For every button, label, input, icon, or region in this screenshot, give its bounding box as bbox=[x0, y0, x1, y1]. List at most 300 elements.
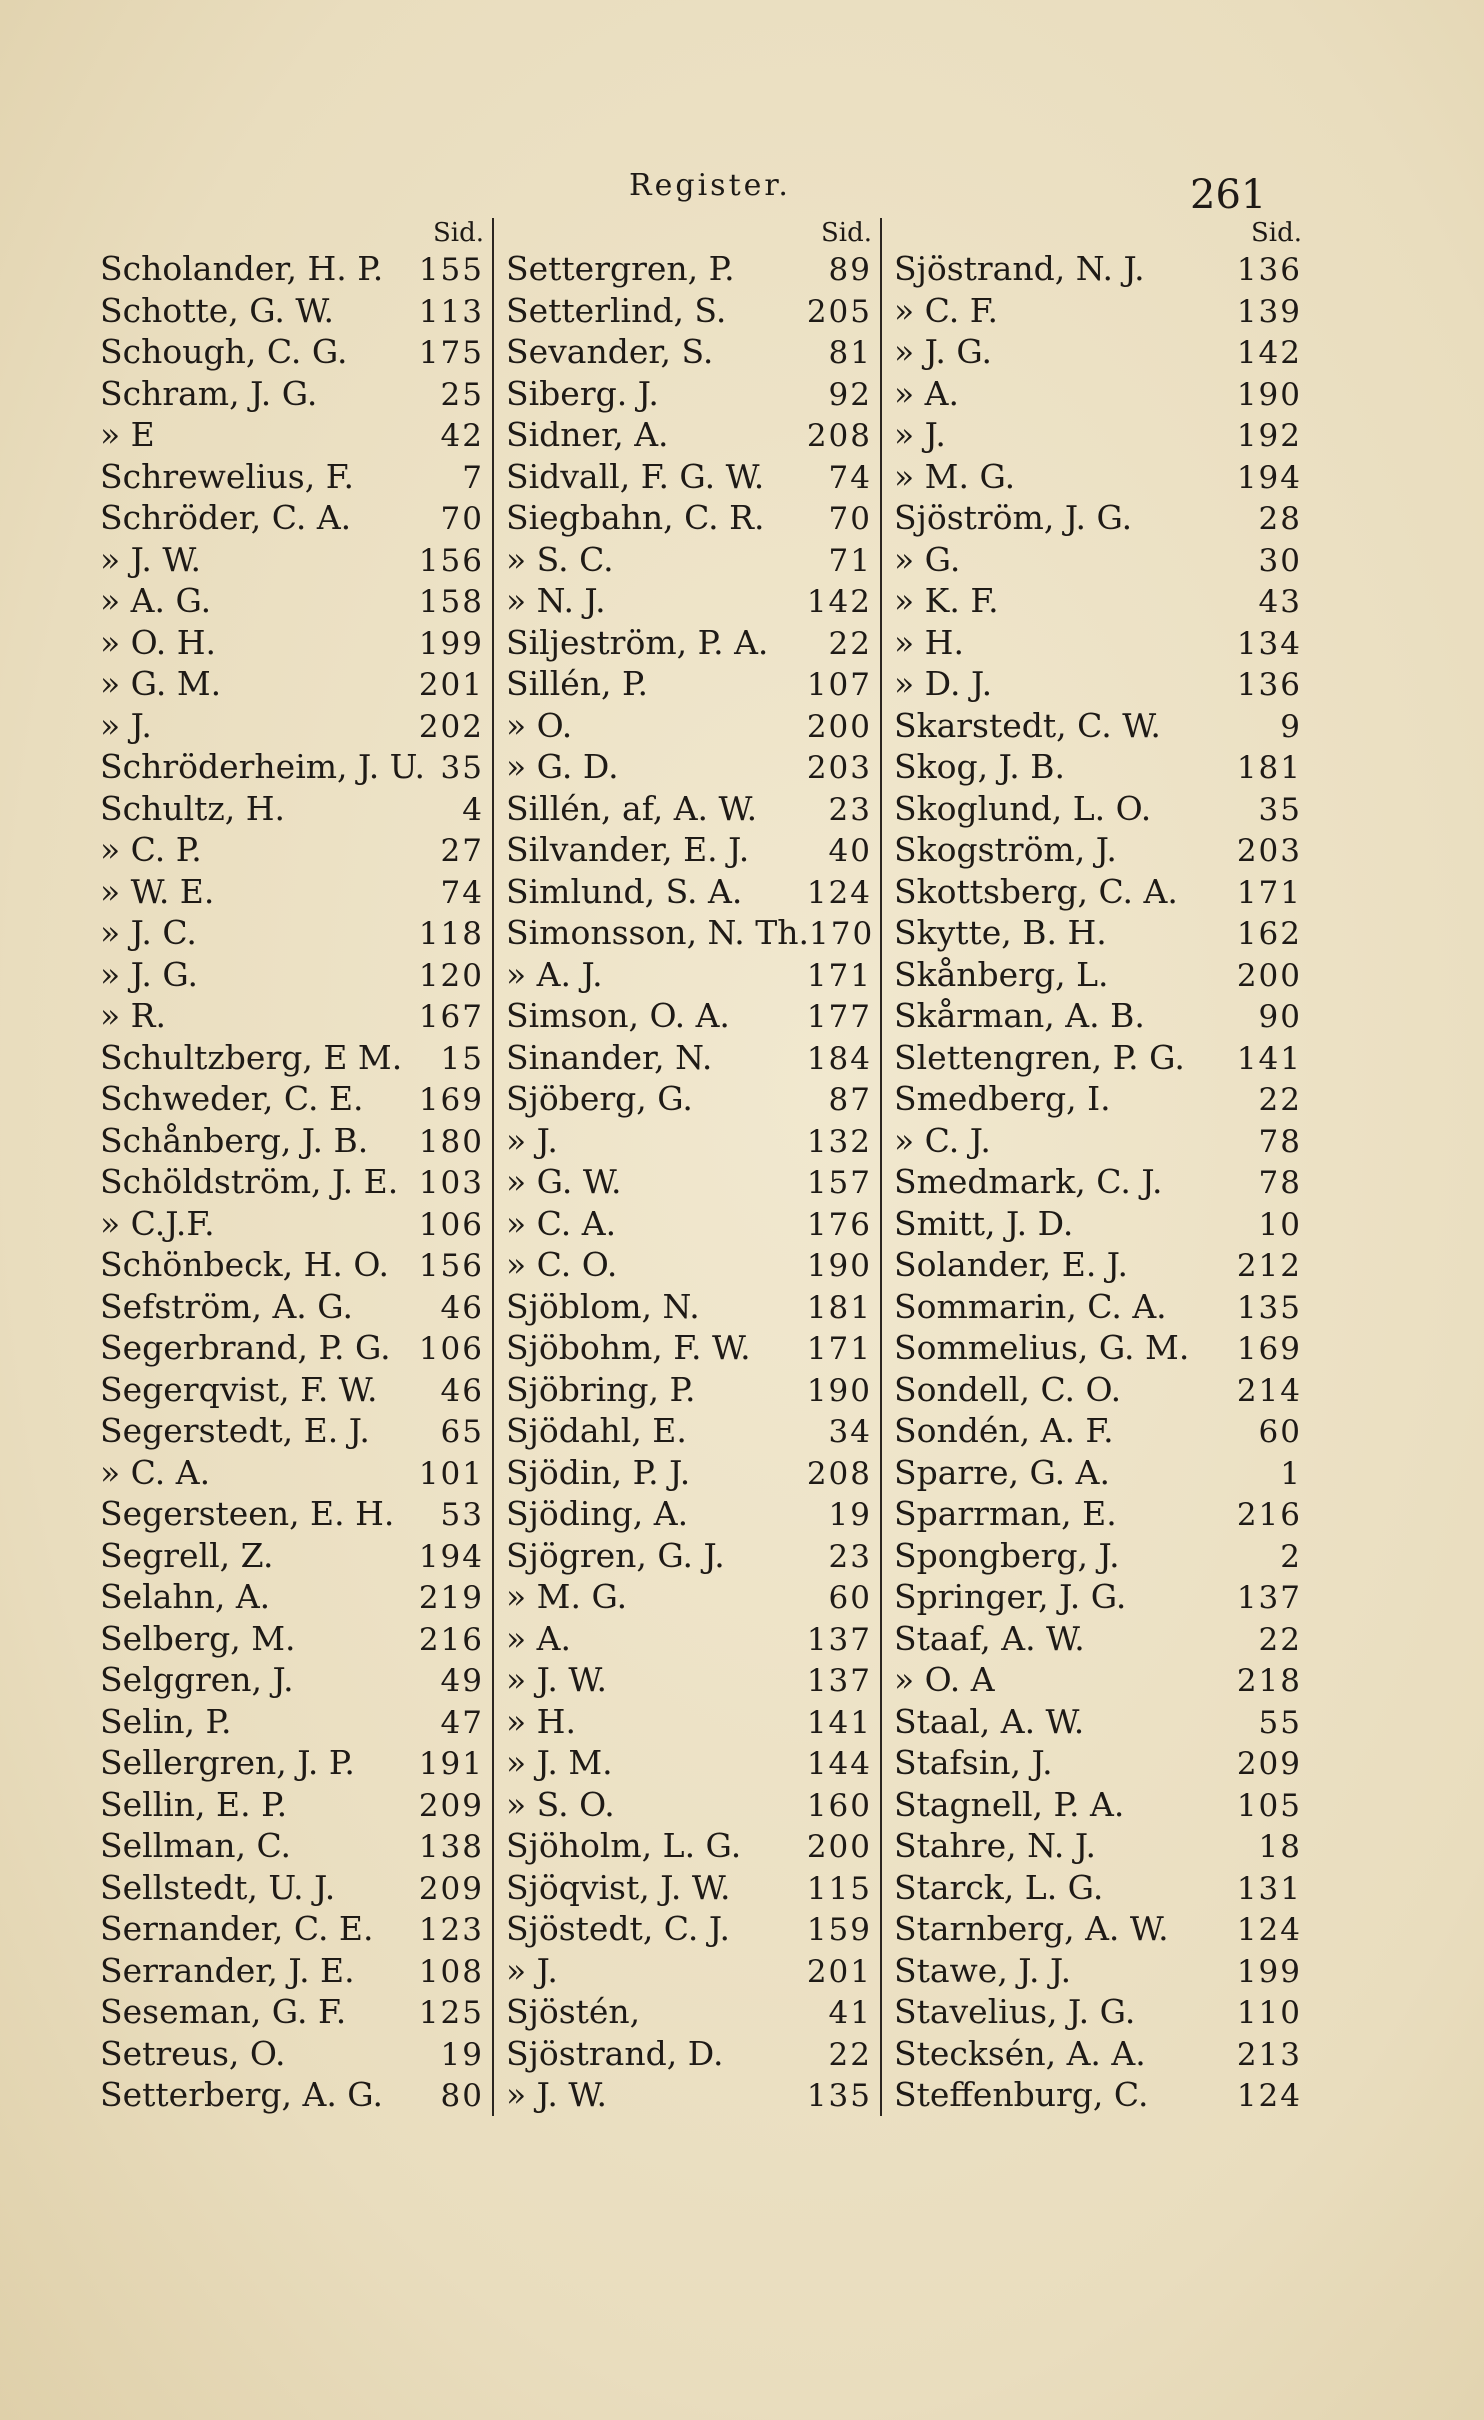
entry-page: 78 bbox=[1258, 1165, 1302, 1201]
entry-page: 190 bbox=[1236, 376, 1302, 413]
entry-name: » G. D. bbox=[506, 747, 619, 786]
index-entry bbox=[100, 1369, 492, 1411]
entry-name: Stafsin, J. bbox=[894, 1743, 1053, 1782]
entry-page: 35 bbox=[440, 750, 484, 786]
index-entry bbox=[492, 1618, 880, 1660]
entry-page: 135 bbox=[806, 2078, 872, 2114]
entry-name: » J. G. bbox=[894, 332, 993, 371]
entry-name: » J. C. bbox=[100, 913, 197, 952]
index-entry bbox=[492, 331, 880, 373]
index-entry bbox=[492, 1535, 880, 1577]
entry-name: » A. J. bbox=[506, 954, 603, 994]
entry-page: 123 bbox=[418, 1912, 484, 1948]
entry-page: 156 bbox=[418, 542, 484, 579]
entry-page: 175 bbox=[418, 335, 484, 371]
index-entry bbox=[880, 1991, 1310, 2033]
sid-label: Sid. bbox=[432, 218, 484, 248]
index-entry bbox=[880, 1950, 1310, 1992]
index-entry bbox=[492, 1825, 880, 1867]
page-title: Register. bbox=[629, 168, 791, 203]
entry-page: 144 bbox=[806, 1746, 872, 1782]
index-entry bbox=[100, 497, 492, 539]
index-entry bbox=[492, 1410, 880, 1452]
entry-page: 70 bbox=[440, 501, 484, 537]
index-entry bbox=[880, 1120, 1310, 1162]
entry-page: 2 bbox=[1280, 1538, 1302, 1575]
entry-name: » C. J. bbox=[894, 1120, 991, 1160]
index-entry bbox=[100, 746, 492, 788]
index-entry bbox=[492, 414, 880, 456]
index-entry bbox=[492, 290, 880, 332]
entry-name: » A. bbox=[894, 373, 960, 413]
entry-name: Selahn, A. bbox=[100, 1577, 271, 1616]
entry-page: 125 bbox=[418, 1995, 484, 2031]
entry-name: Silvander, E. J. bbox=[506, 830, 750, 869]
index-entry bbox=[492, 1244, 880, 1286]
index-entry bbox=[880, 2033, 1310, 2075]
index-entry bbox=[880, 1493, 1310, 1535]
entry-name: Schöldström, J. E. bbox=[100, 1162, 399, 1201]
entry-page: 200 bbox=[1236, 957, 1302, 994]
entry-page: 107 bbox=[806, 667, 872, 703]
entry-name: » M. G. bbox=[506, 1577, 628, 1616]
index-entry bbox=[100, 1410, 492, 1452]
entry-page: 192 bbox=[1236, 418, 1302, 454]
entry-page: 78 bbox=[1258, 1123, 1302, 1160]
entry-name: » E bbox=[100, 415, 155, 454]
entry-name: Sommelius, G. M. bbox=[894, 1328, 1190, 1367]
entry-name: » H. bbox=[894, 622, 964, 662]
index-entry bbox=[880, 497, 1310, 539]
entry-page: 74 bbox=[440, 874, 484, 911]
index-entry bbox=[492, 1701, 880, 1743]
entry-name: Sjöström, J. G. bbox=[894, 498, 1133, 537]
entry-name: Skogström, J. bbox=[894, 830, 1117, 869]
entry-page: 22 bbox=[1258, 1082, 1302, 1118]
index-entry bbox=[492, 497, 880, 539]
entry-page: 203 bbox=[806, 750, 872, 786]
index-entry bbox=[880, 1203, 1310, 1245]
entry-name: » C.J.F. bbox=[100, 1203, 215, 1243]
entry-page: 53 bbox=[440, 1497, 484, 1533]
entry-page: 169 bbox=[1236, 1331, 1302, 1367]
entry-page: 22 bbox=[828, 625, 872, 662]
entry-page: 136 bbox=[1236, 667, 1302, 703]
index-entry bbox=[492, 456, 880, 498]
index-entry bbox=[492, 1493, 880, 1535]
entry-page: 71 bbox=[828, 542, 872, 579]
entry-name: Sellergren, J. P. bbox=[100, 1743, 355, 1782]
index-entry bbox=[100, 1825, 492, 1867]
index-entry bbox=[100, 456, 492, 498]
entry-page: 181 bbox=[1236, 750, 1302, 786]
entry-name: Scholander, H. P. bbox=[100, 249, 384, 288]
index-entry bbox=[100, 539, 492, 581]
index-entry bbox=[492, 1120, 880, 1162]
entry-page: 141 bbox=[1236, 1040, 1302, 1077]
index-entry bbox=[100, 1244, 492, 1286]
entry-page: 137 bbox=[806, 1621, 872, 1658]
index-entry bbox=[880, 1369, 1310, 1411]
entry-page: 27 bbox=[440, 833, 484, 869]
entry-page: 89 bbox=[828, 252, 872, 288]
entry-name: Sjödahl, E. bbox=[506, 1411, 687, 1450]
entry-name: Segerqvist, F. W. bbox=[100, 1369, 378, 1409]
entry-name: » C. A. bbox=[506, 1203, 617, 1243]
entry-page: 124 bbox=[806, 874, 872, 911]
index-entry bbox=[492, 1908, 880, 1950]
entry-page: 124 bbox=[1236, 2078, 1302, 2114]
entry-name: Stavelius, J. G. bbox=[894, 1992, 1136, 2031]
index-entry bbox=[492, 995, 880, 1037]
entry-page: 218 bbox=[1236, 1663, 1302, 1699]
index-entry bbox=[492, 1369, 880, 1411]
entry-name: Sillén, P. bbox=[506, 664, 649, 703]
entry-page: 46 bbox=[440, 1372, 484, 1409]
entry-page: 194 bbox=[418, 1538, 484, 1575]
index-entry bbox=[880, 1742, 1310, 1784]
entry-name: Starck, L. G. bbox=[894, 1867, 1104, 1907]
entry-name: Sjöstrand, D. bbox=[506, 2033, 724, 2073]
index-entry bbox=[100, 1908, 492, 1950]
index-entry bbox=[492, 1784, 880, 1826]
entry-name: Spongberg, J. bbox=[894, 1535, 1120, 1575]
entry-page: 176 bbox=[806, 1206, 872, 1243]
entry-page: 118 bbox=[418, 916, 484, 952]
index-entry bbox=[492, 705, 880, 747]
entry-name: Sjöbring, P. bbox=[506, 1369, 696, 1409]
entry-page: 139 bbox=[1236, 293, 1302, 330]
entry-page: 22 bbox=[828, 2036, 872, 2073]
entry-page: 43 bbox=[1258, 584, 1302, 620]
index-entry bbox=[492, 746, 880, 788]
index-entry bbox=[100, 912, 492, 954]
entry-name: Sellin, E. P. bbox=[100, 1784, 288, 1824]
index-entry bbox=[492, 1037, 880, 1079]
entry-page: 194 bbox=[1236, 459, 1302, 496]
entry-name: » S. O. bbox=[506, 1784, 615, 1824]
entry-name: Selin, P. bbox=[100, 1701, 232, 1741]
index-entry bbox=[880, 1161, 1310, 1203]
entry-name: » C. O. bbox=[506, 1245, 618, 1284]
entry-page: 74 bbox=[828, 459, 872, 496]
entry-name: Sjöding, A. bbox=[506, 1494, 689, 1533]
index-entry bbox=[880, 1037, 1310, 1079]
entry-page: 41 bbox=[828, 1995, 872, 2031]
entry-page: 23 bbox=[828, 1538, 872, 1575]
entry-page: 190 bbox=[806, 1248, 872, 1284]
entry-page: 136 bbox=[1236, 252, 1302, 288]
entry-name: Sidvall, F. G. W. bbox=[506, 456, 765, 496]
entry-page: 101 bbox=[418, 1455, 484, 1492]
index-entry bbox=[880, 871, 1310, 913]
entry-page: 110 bbox=[1236, 1995, 1302, 2031]
entry-name: » J. G. bbox=[100, 954, 199, 994]
index-entry bbox=[492, 954, 880, 996]
entry-page: 90 bbox=[1258, 999, 1302, 1035]
index-entry bbox=[880, 290, 1310, 332]
index-entry bbox=[492, 1991, 880, 2033]
entry-page: 167 bbox=[418, 999, 484, 1035]
entry-name: » G. W. bbox=[506, 1162, 622, 1201]
index-entry bbox=[100, 1659, 492, 1701]
index-entry bbox=[880, 248, 1310, 290]
entry-name: Sondell, C. O. bbox=[894, 1369, 1122, 1409]
entry-page: 34 bbox=[828, 1414, 872, 1450]
index-entry bbox=[492, 1659, 880, 1701]
entry-page: 209 bbox=[418, 1787, 484, 1824]
sid-label: Sid. bbox=[820, 218, 872, 248]
index-entry bbox=[100, 1742, 492, 1784]
index-entry bbox=[492, 2074, 880, 2116]
entry-name: Steffenburg, C. bbox=[894, 2075, 1149, 2114]
index-entry bbox=[492, 829, 880, 871]
entry-name: Smitt, J. D. bbox=[894, 1203, 1074, 1243]
index-entry bbox=[100, 1701, 492, 1743]
entry-page: 171 bbox=[806, 957, 872, 994]
entry-name: » O. H. bbox=[100, 622, 217, 662]
entry-name: » G. M. bbox=[100, 664, 222, 703]
entry-page: 15 bbox=[440, 1040, 484, 1077]
entry-page: 80 bbox=[440, 2078, 484, 2114]
entry-name: » J. W. bbox=[506, 2075, 607, 2114]
entry-name: Skoglund, L. O. bbox=[894, 788, 1152, 828]
entry-page: 103 bbox=[418, 1165, 484, 1201]
index-entry bbox=[880, 2074, 1310, 2116]
index-entry bbox=[880, 1327, 1310, 1369]
entry-page: 19 bbox=[828, 1497, 872, 1533]
index-entry bbox=[492, 2033, 880, 2075]
entry-page: 115 bbox=[806, 1870, 872, 1907]
entry-page: 30 bbox=[1258, 542, 1302, 579]
entry-page: 9 bbox=[1280, 708, 1302, 745]
index-entry bbox=[880, 373, 1310, 415]
entry-name: Stecksén, A. A. bbox=[894, 2033, 1146, 2073]
entry-page: 190 bbox=[806, 1372, 872, 1409]
entry-name: Schultz, H. bbox=[100, 788, 286, 828]
index-entry bbox=[100, 1493, 492, 1535]
entry-page: 200 bbox=[806, 1829, 872, 1865]
entry-name: Schönbeck, H. O. bbox=[100, 1245, 389, 1284]
index-entry bbox=[100, 1618, 492, 1660]
index-entry bbox=[880, 829, 1310, 871]
entry-name: » C. A. bbox=[100, 1452, 211, 1492]
index-column-1 bbox=[100, 218, 494, 2116]
index-entry bbox=[100, 1327, 492, 1369]
index-entry bbox=[100, 622, 492, 664]
index-entry bbox=[100, 331, 492, 373]
entry-page: 155 bbox=[418, 252, 484, 288]
entry-page: 184 bbox=[806, 1040, 872, 1077]
entry-page: 201 bbox=[806, 1953, 872, 1990]
entry-name: Sevander, S. bbox=[506, 332, 714, 371]
entry-page: 216 bbox=[418, 1621, 484, 1658]
entry-name: » A. G. bbox=[100, 581, 212, 620]
entry-page: 42 bbox=[440, 418, 484, 454]
entry-name: Schram, J. G. bbox=[100, 373, 318, 413]
entry-name: Segerstedt, E. J. bbox=[100, 1411, 370, 1450]
entry-page: 142 bbox=[1236, 335, 1302, 371]
entry-name: » J. bbox=[894, 415, 946, 454]
entry-page: 156 bbox=[418, 1248, 484, 1284]
entry-page: 60 bbox=[828, 1580, 872, 1616]
index-entry bbox=[880, 954, 1310, 996]
entry-name: » J. W. bbox=[506, 1660, 607, 1699]
entry-page: 216 bbox=[1236, 1497, 1302, 1533]
entry-page: 199 bbox=[418, 625, 484, 662]
index-entry bbox=[880, 1825, 1310, 1867]
entry-page: 201 bbox=[418, 667, 484, 703]
entry-name: Skårman, A. B. bbox=[894, 996, 1145, 1035]
entry-name: Simson, O. A. bbox=[506, 996, 730, 1035]
entry-name: » O. bbox=[506, 705, 573, 745]
index-entry bbox=[492, 1203, 880, 1245]
index-entry bbox=[100, 1867, 492, 1909]
entry-name: Sjöstrand, N. J. bbox=[894, 249, 1145, 288]
index-entry bbox=[880, 912, 1310, 954]
entry-name: Sjöholm, L. G. bbox=[506, 1826, 742, 1865]
entry-page: 208 bbox=[806, 1455, 872, 1492]
index-entry bbox=[100, 1950, 492, 1992]
index-entry bbox=[880, 1452, 1310, 1494]
entry-name: » J. W. bbox=[100, 539, 201, 579]
entry-page: 65 bbox=[440, 1414, 484, 1450]
entry-name: Sjögren, G. J. bbox=[506, 1535, 725, 1575]
index-entry bbox=[492, 871, 880, 913]
entry-name: Sparrman, E. bbox=[894, 1494, 1117, 1533]
entry-name: Siegbahn, C. R. bbox=[506, 498, 765, 537]
index-entry bbox=[100, 1286, 492, 1328]
entry-page: 108 bbox=[418, 1953, 484, 1990]
entry-page: 203 bbox=[1236, 833, 1302, 869]
entry-page: 171 bbox=[1236, 874, 1302, 911]
entry-page: 92 bbox=[828, 376, 872, 413]
index-entry bbox=[492, 1161, 880, 1203]
index-entry bbox=[100, 248, 492, 290]
entry-name: Schröder, C. A. bbox=[100, 498, 352, 537]
entry-name: Settergren, P. bbox=[506, 249, 735, 288]
entry-name: Sommarin, C. A. bbox=[894, 1286, 1167, 1326]
entry-name: Sidner, A. bbox=[506, 415, 669, 454]
entry-name: Schröderheim, J. U. bbox=[100, 747, 425, 786]
entry-page: 209 bbox=[418, 1870, 484, 1907]
entry-name: Setreus, O. bbox=[100, 2033, 286, 2073]
index-entry bbox=[492, 1867, 880, 1909]
index-entry bbox=[492, 622, 880, 664]
entry-name: Setterlind, S. bbox=[506, 290, 727, 330]
index-entry bbox=[100, 1784, 492, 1826]
entry-name: » H. bbox=[506, 1701, 576, 1741]
entry-page: 160 bbox=[806, 1787, 872, 1824]
entry-page: 113 bbox=[418, 293, 484, 330]
entry-page: 177 bbox=[806, 999, 872, 1035]
entry-name: Sjöstén, bbox=[506, 1992, 641, 2031]
index-entry bbox=[880, 580, 1310, 622]
entry-name: Sjöstedt, C. J. bbox=[506, 1909, 731, 1948]
entry-page: 170 bbox=[809, 916, 875, 952]
entry-name: Simlund, S. A. bbox=[506, 871, 743, 911]
entry-name: Sjöqvist, J. W. bbox=[506, 1867, 731, 1907]
entry-name: Setterberg, A. G. bbox=[100, 2075, 383, 2114]
entry-name: Schånberg, J. B. bbox=[100, 1120, 369, 1160]
index-entry bbox=[492, 1327, 880, 1369]
entry-page: 60 bbox=[1258, 1414, 1302, 1450]
index-entry bbox=[100, 995, 492, 1037]
entry-page: 19 bbox=[440, 2036, 484, 2073]
entry-page: 131 bbox=[1236, 1870, 1302, 1907]
index-entry bbox=[100, 1576, 492, 1618]
index-column-3 bbox=[880, 218, 1310, 2116]
entry-page: 157 bbox=[806, 1165, 872, 1201]
entry-name: Stahre, N. J. bbox=[894, 1826, 1096, 1865]
entry-page: 205 bbox=[806, 293, 872, 330]
entry-name: » C. P. bbox=[100, 830, 202, 869]
entry-name: Skottsberg, C. A. bbox=[894, 871, 1178, 911]
index-entry bbox=[880, 1244, 1310, 1286]
entry-page: 124 bbox=[1236, 1912, 1302, 1948]
entry-page: 141 bbox=[806, 1704, 872, 1741]
entry-name: » J. M. bbox=[506, 1743, 613, 1782]
entry-page: 132 bbox=[806, 1123, 872, 1160]
index-entry bbox=[880, 331, 1310, 373]
index-entry bbox=[492, 912, 880, 954]
entry-name: Solander, E. J. bbox=[894, 1245, 1128, 1284]
entry-page: 213 bbox=[1236, 2036, 1302, 2073]
index-entry bbox=[100, 414, 492, 456]
entry-name: Siberg. J. bbox=[506, 373, 659, 413]
index-entry bbox=[880, 1576, 1310, 1618]
entry-name: Skytte, B. H. bbox=[894, 913, 1107, 952]
index-entry bbox=[880, 414, 1310, 456]
entry-name: Staal, A. W. bbox=[894, 1701, 1085, 1741]
entry-page: 162 bbox=[1236, 916, 1302, 952]
index-entry bbox=[492, 1452, 880, 1494]
entry-name: Sondén, A. F. bbox=[894, 1411, 1114, 1450]
entry-name: » J. bbox=[506, 1950, 558, 1990]
entry-name: Smedmark, C. J. bbox=[894, 1162, 1163, 1201]
entry-name: Sjödin, P. J. bbox=[506, 1452, 691, 1492]
index-entry bbox=[880, 1908, 1310, 1950]
index-entry bbox=[492, 1950, 880, 1992]
index-entry bbox=[100, 580, 492, 622]
entry-page: 214 bbox=[1236, 1372, 1302, 1409]
entry-name: Segrell, Z. bbox=[100, 1535, 274, 1575]
index-entry bbox=[880, 1618, 1310, 1660]
entry-name: Selberg, M. bbox=[100, 1618, 296, 1658]
entry-name: Sellstedt, U. J. bbox=[100, 1867, 336, 1907]
index-entry bbox=[880, 1659, 1310, 1701]
entry-name: Siljeström, P. A. bbox=[506, 622, 769, 662]
entry-page: 120 bbox=[418, 957, 484, 994]
entry-page: 46 bbox=[440, 1289, 484, 1326]
entry-name: » A. bbox=[506, 1618, 572, 1658]
entry-page: 212 bbox=[1236, 1248, 1302, 1284]
entry-name: Sefström, A. G. bbox=[100, 1286, 353, 1326]
index-entry bbox=[100, 2074, 492, 2116]
index-entry bbox=[100, 705, 492, 747]
entry-page: 28 bbox=[1258, 501, 1302, 537]
index-entry bbox=[880, 539, 1310, 581]
entry-name: Stawe, J. J. bbox=[894, 1950, 1072, 1990]
entry-page: 202 bbox=[418, 708, 484, 745]
index-entry bbox=[492, 1742, 880, 1784]
entry-name: Sjöbohm, F. W. bbox=[506, 1328, 751, 1367]
entry-page: 158 bbox=[418, 584, 484, 620]
index-entry bbox=[880, 622, 1310, 664]
index-entry bbox=[492, 1286, 880, 1328]
entry-name: » S. C. bbox=[506, 539, 614, 579]
entry-name: » J. bbox=[506, 1120, 558, 1160]
